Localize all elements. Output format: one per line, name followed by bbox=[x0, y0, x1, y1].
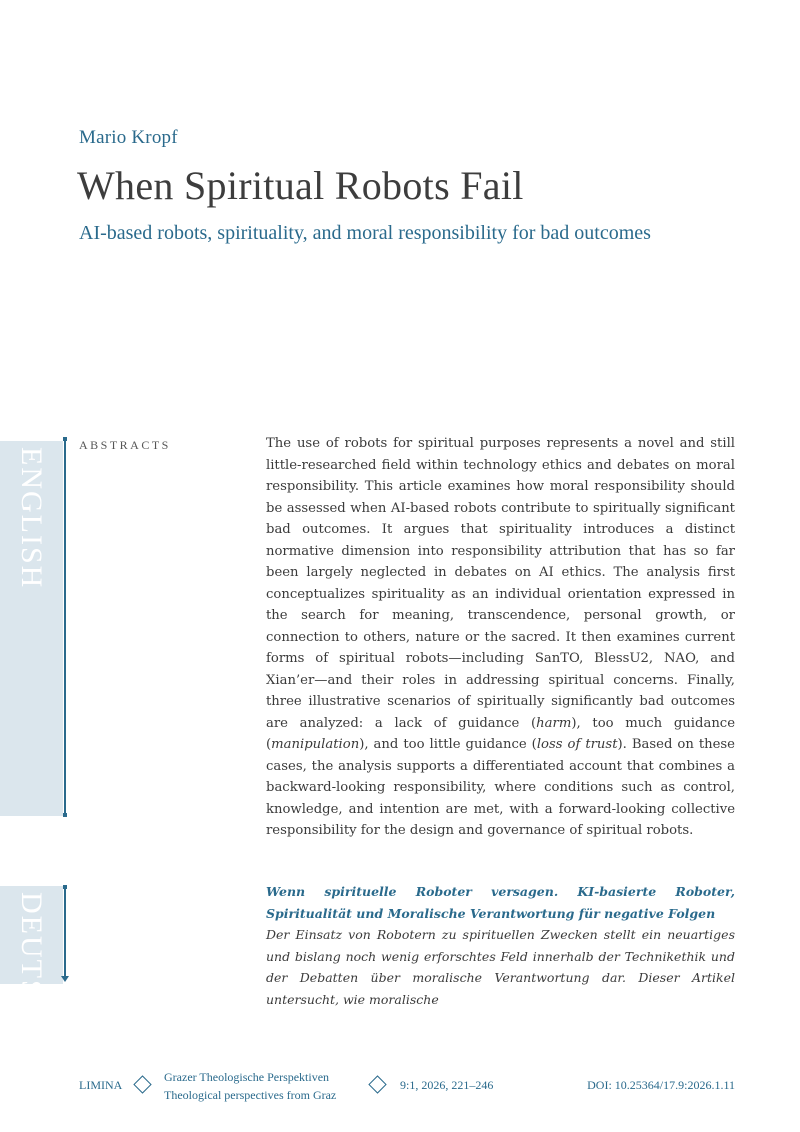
page-footer bbox=[0, 1068, 800, 1108]
english-label: ENGLISH bbox=[15, 447, 48, 590]
english-section-rule bbox=[64, 438, 66, 816]
author-name: Mario Kropf bbox=[79, 127, 178, 148]
journal-series bbox=[164, 1068, 336, 1104]
abstract-text-part: ), too much guidance ( bbox=[266, 715, 735, 752]
abstract-german-body: Der Einsatz von Robotern zu spirituellen Zwecken stellt ein neuartiges und bislang noch wenig erforschtes Feld innerhalb der Technikethik und der Debatten über moralische Verantwortung dar. Dieser Artikel untersucht, wie moralische bbox=[266, 927, 735, 1007]
deutsch-label: DEUTSCH bbox=[15, 892, 48, 1045]
article-title: When Spiritual Robots Fail bbox=[77, 163, 524, 208]
diamond-icon bbox=[368, 1075, 386, 1093]
abstract-english bbox=[266, 433, 735, 842]
journal-name: LIMINA bbox=[79, 1078, 123, 1092]
deutsch-rule-top-marker bbox=[63, 885, 67, 889]
issue-info: 9:1, 2026, 221–246 bbox=[400, 1078, 494, 1092]
continue-arrow-icon bbox=[61, 976, 69, 982]
doi-link[interactable]: DOI: 10.25364/17.9:2026.1.11 bbox=[587, 1078, 735, 1092]
article-subtitle: AI-based robots, spirituality, and moral responsibility for bad outcomes bbox=[79, 222, 651, 244]
abstract-term-loss-of-trust: loss of trust bbox=[536, 737, 618, 752]
abstract-text-part: ), and too little guidance ( bbox=[359, 737, 537, 752]
abstracts-heading: ABSTRACTS bbox=[79, 438, 171, 452]
deutsch-section-rule bbox=[64, 886, 66, 978]
rule-bottom-marker bbox=[63, 813, 67, 817]
abstract-term-manipulation: manipulation bbox=[271, 737, 360, 752]
abstract-term-harm: harm bbox=[536, 715, 572, 731]
deutsch-side-band bbox=[0, 886, 63, 1045]
abstract-text-part: The use of robots for spiritual purposes represents a novel and still little-researched field within technology ethics and debates on moral responsibility. This article examines how moral responsibility should be assessed when AI-based robots contribute to spiritually significant bad outcomes. It argues that spirituality introduces a distinct normative dimension into responsibility attribution that has so far been largely neglected in debates on AI ethics. The analysis first conceptualizes spirituality as an individual orientation expressed in the search for meaning, transcendence, personal growth, or connection to others, nature or the sacred. It then examines current forms of spiritual robots—including SanTO, BlessU2, NAO, and Xian’er—and their roles in addressing spiritual concerns. Finally, three illustrative scenarios of spiritually significantly bad outcomes are analyzed: a lack of guidance ( bbox=[266, 436, 735, 731]
abstract-text-part: ). Based on these cases, the analysis supports a differentiated account that combines a backward-looking responsibility, where conditions such as control, knowledge, and intention are met, with a forward-looking collective responsibility for the design and governance of spiritual robots. bbox=[266, 737, 735, 838]
series-english: Theological perspectives from Graz bbox=[164, 1088, 337, 1102]
rule-top-marker bbox=[63, 437, 67, 441]
abstract-german-title: Wenn spirituelle Roboter versagen. KI-basierte Roboter, Spiritualität und Moralische Verantwortung für negative Folgen bbox=[266, 884, 735, 921]
series-german: Grazer Theologische Perspektiven bbox=[164, 1070, 330, 1084]
diamond-icon bbox=[133, 1075, 151, 1093]
english-side-band bbox=[0, 441, 63, 816]
